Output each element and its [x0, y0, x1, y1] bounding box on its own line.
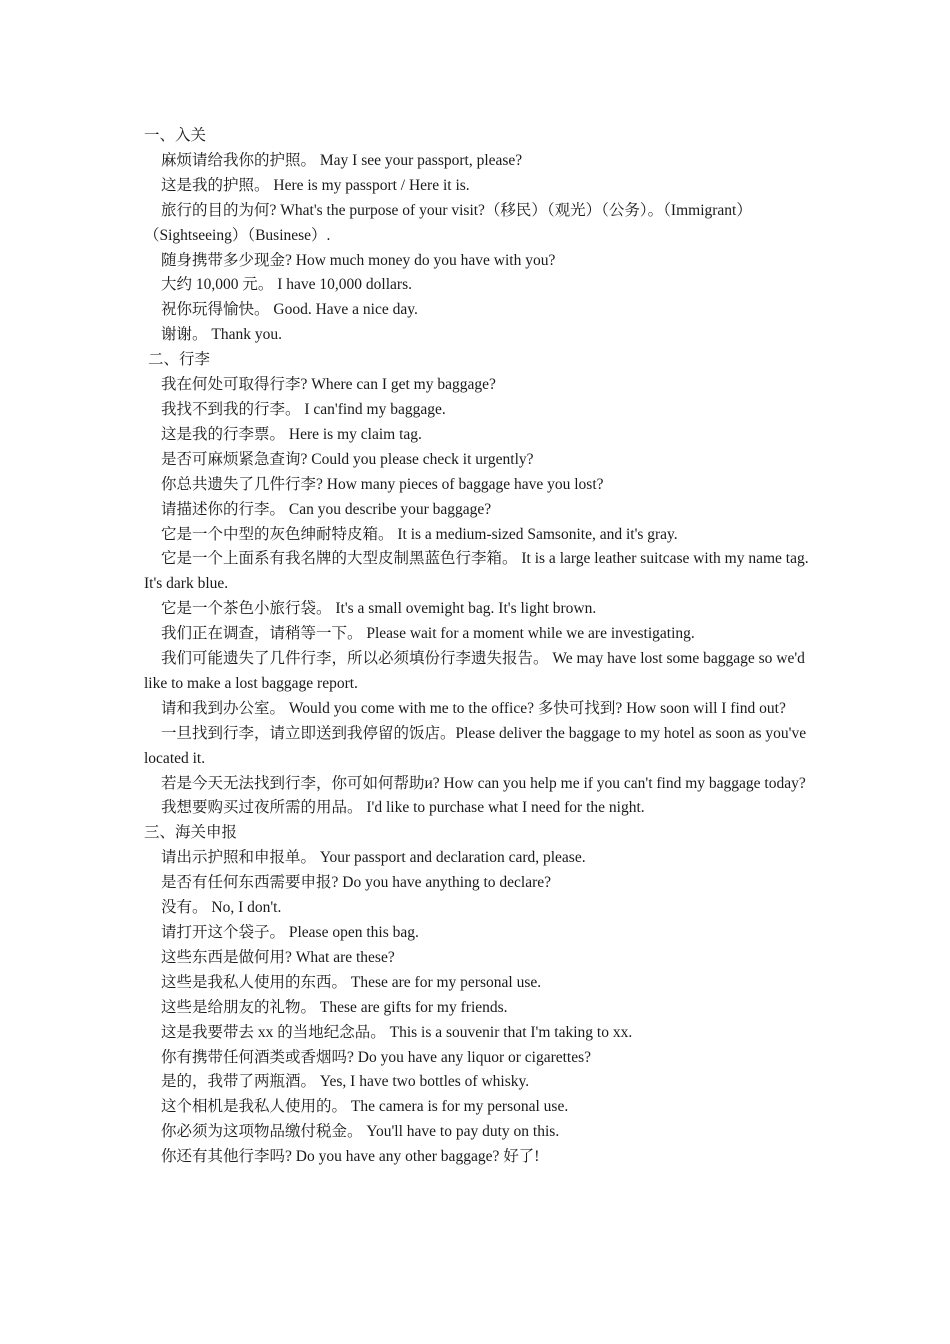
phrase-line: 你还有其他行李吗? Do you have any other baggage? 好了! [161, 1148, 540, 1166]
phrase-line: 它是一个中型的灰色绅耐特皮箱。 It is a medium-sized Samsonite, and it's gray. [161, 525, 678, 543]
phrase-line: 没有。 No, I don't. [161, 899, 282, 917]
section-heading: 三、海关申报 [144, 824, 238, 842]
phrase-line: 谢谢。 Thank you. [161, 326, 282, 344]
phrase-line: 这个相机是我私人使用的。 The camera is for my personal use. [161, 1098, 569, 1116]
phrase-line: 我在何处可取得行李? Where can I get my baggage? [161, 376, 496, 394]
phrase-line: 我们可能遗失了几件行李，所以必须填份行李遗失报告。 We may have lost some baggage so we'd like to make a lost baggage report. [144, 650, 805, 692]
phrase-line: 请出示护照和申报单。 Your passport and declaration card, please. [161, 849, 586, 867]
phrase-line: 你有携带任何酒类或香烟吗? Do you have any liquor or cigarettes? [161, 1048, 592, 1066]
section-heading: 一、入关 [144, 127, 207, 144]
phrase-line: 一旦找到行李，请立即送到我停留的饭店。Please deliver the baggage to my hotel as soon as you've located it. [144, 724, 807, 767]
phrase-line: 我想要购买过夜所需的用品。 I'd like to purchase what I need for the night. [161, 799, 645, 817]
section-customs [144, 821, 812, 1170]
phrase-line: 它是一个茶色小旅行袋。 It's a small ovemight bag. It's light brown. [161, 600, 597, 618]
phrase-line: 请打开这个袋子。 Please open this bag. [161, 924, 419, 941]
document-page [144, 124, 812, 1170]
phrase-line: 若是今天无法找到行李，你可如何帮助и? How can you help me if you can't find my baggage today? [161, 774, 806, 792]
phrase-line: 这些东西是做何用? What are these? [161, 948, 395, 966]
phrase-line: 你总共遗失了几件行李? How many pieces of baggage have you lost? [161, 475, 604, 493]
phrase-line: 这些是我私人使用的东西。 These are for my personal use. [161, 973, 542, 991]
phrase-line: 是的，我带了两瓶酒。 Yes, I have two bottles of whisky. [161, 1073, 530, 1091]
phrase-line: 它是一个上面系有我名牌的大型皮制黑蓝色行李箱。 It is a large leather suitcase with my name tag. It's dark blue. [144, 550, 809, 593]
phrase-line: 旅行的目的为何? What's the purpose of your visit?（移民）（观光）（公务）。（Immigrant）（Sightseeing）（Businese）. [144, 201, 752, 244]
phrase-line: 这些是给朋友的礼物。 These are gifts for my friends. [161, 998, 508, 1016]
section-baggage [144, 348, 812, 821]
phrase-line: 请描述你的行李。 Can you describe your baggage? [161, 500, 492, 518]
phrase-line: 是否有任何东西需要申报? Do you have anything to declare? [161, 874, 551, 892]
phrase-line: 请和我到办公室。 Would you come with me to the office? 多快可找到? How soon will I find out? [161, 699, 786, 717]
phrase-line: 大约 10,000 元。 I have 10,000 dollars. [161, 276, 412, 294]
section-immigration [144, 124, 812, 348]
phrase-line: 这是我的护照。 Here is my passport / Here it is. [161, 176, 470, 194]
phrase-line: 我们正在调查，请稍等一下。 Please wait for a moment while we are investigating. [161, 625, 695, 643]
phrase-line: 你必须为这项物品缴付税金。 You'll have to pay duty on this. [161, 1123, 560, 1141]
phrase-line: 我找不到我的行李。 I can'find my baggage. [161, 400, 446, 418]
phrase-line: 祝你玩得愉快。 Good. Have a nice day. [161, 301, 418, 319]
phrase-line: 随身携带多少现金? How much money do you have with you? [161, 251, 556, 269]
section-heading: 二、行李 [148, 351, 211, 369]
phrase-line: 这是我的行李票。 Here is my claim tag. [161, 425, 422, 443]
phrase-line: 这是我要带去 xx 的当地纪念品。 This is a souvenir that I'm taking to xx. [161, 1023, 633, 1041]
phrase-line: 麻烦请给我你的护照。 May I see your passport, please? [161, 151, 523, 169]
phrase-line: 是否可麻烦紧急查询? Could you please check it urgently? [161, 450, 534, 468]
